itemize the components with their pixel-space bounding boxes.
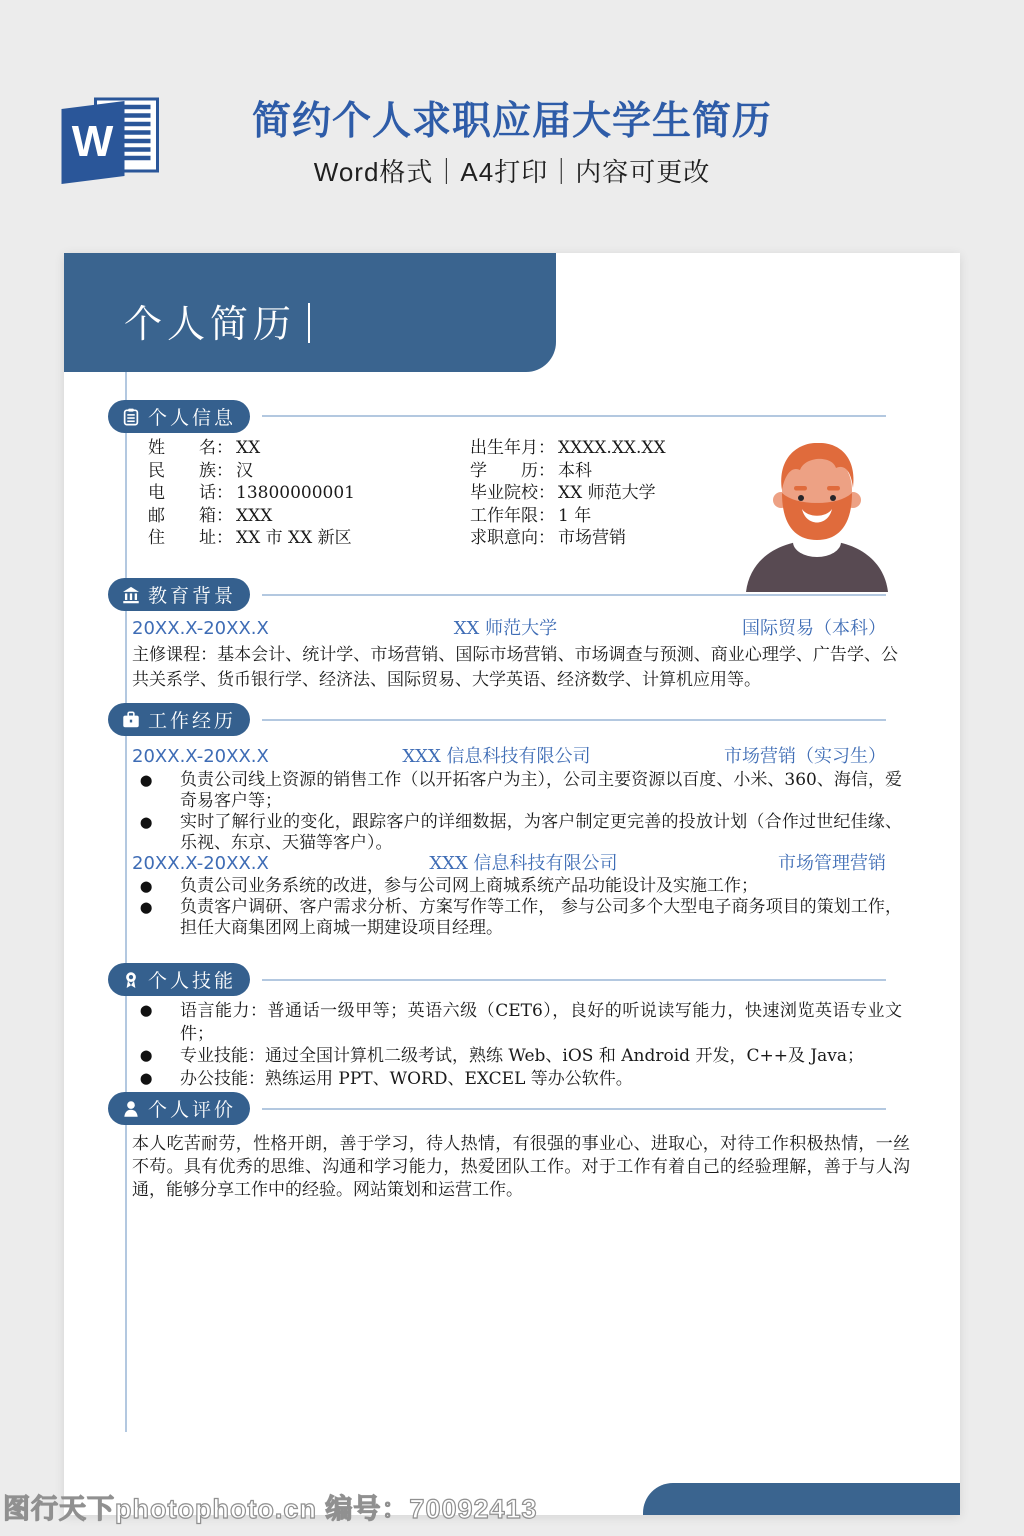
info-field <box>470 460 666 483</box>
text-cursor-bar <box>308 303 310 343</box>
resume-banner <box>64 253 556 372</box>
resume-banner-title <box>124 293 310 348</box>
bullet-dot-icon: ⬤ <box>140 1004 153 1017</box>
info-field-value: 1 年 <box>558 505 592 526</box>
info-field <box>470 505 666 528</box>
section-pill-education <box>108 578 250 611</box>
list-item <box>132 770 902 812</box>
info-field-label: 工作年限： <box>470 505 555 526</box>
work-bullet-list <box>132 770 902 854</box>
page-subtitle: Word格式｜A4打印｜内容可更改 <box>313 157 711 187</box>
info-field <box>148 460 355 483</box>
section-divider-line <box>262 415 886 417</box>
page-title: 简约个人求职应届大学生简历 <box>251 100 772 143</box>
bullet-dot-icon: ⬤ <box>140 816 153 829</box>
section-pill-skills <box>108 963 250 996</box>
bullet-dot-icon: ⬤ <box>140 1071 153 1085</box>
bullet-dot-icon: ⬤ <box>140 880 153 893</box>
work-role: 市场管理营销 <box>777 853 886 874</box>
info-field <box>148 482 355 505</box>
info-field-label: 求职意向： <box>470 528 555 548</box>
section-divider-line <box>262 594 886 596</box>
work-company: XXX 信息科技有限公司 <box>402 746 591 767</box>
info-field-value: XXXX.XX.XX <box>558 438 666 458</box>
bullet-text: 专业技能：通过全国计算机二级考试，熟练 Web、iOS 和 Android 开发，C++及 Java； <box>180 1046 865 1066</box>
info-field <box>470 527 666 550</box>
bullet-dot-icon: ⬤ <box>140 1049 153 1062</box>
education-school: XX 师范大学 <box>453 618 558 639</box>
section-divider-line <box>262 979 886 981</box>
resume-page <box>64 253 960 1515</box>
work-entry-header <box>132 742 886 768</box>
personal-info-right-column <box>470 437 666 550</box>
work-role: 市场营销（实习生） <box>723 746 886 767</box>
word-logo-letter: W <box>71 117 114 166</box>
info-field-value: 13800000001 <box>236 483 355 503</box>
bullet-dot-icon: ⬤ <box>140 774 153 787</box>
section-pill-evaluation <box>108 1092 250 1125</box>
list-item <box>132 1000 902 1045</box>
profile-avatar <box>742 436 892 592</box>
info-field-value: XX <box>236 438 261 458</box>
info-field-label: 毕业院校： <box>470 483 555 503</box>
banner-title-text: 个人简历 <box>124 304 297 346</box>
info-field-value: 汉 <box>236 460 253 481</box>
timeline-vertical-line <box>125 372 127 1432</box>
info-field-label: 邮 箱： <box>148 505 233 526</box>
medal-icon <box>122 971 140 989</box>
section-divider-line <box>262 719 886 721</box>
info-field-label: 出生年月： <box>470 438 555 458</box>
footer-accent-shape <box>643 1483 960 1515</box>
section-title: 教育背景 <box>147 586 236 607</box>
work-period: 20XX.X-20XX.X <box>132 853 269 874</box>
info-field <box>148 527 355 550</box>
section-divider-line <box>262 1108 886 1110</box>
info-field <box>470 482 666 505</box>
section-title: 个人技能 <box>147 971 236 992</box>
section-title: 个人评价 <box>147 1100 236 1121</box>
evaluation-text: 本人吃苦耐劳，性格开朗，善于学习，待人热情，有很强的事业心、进取心，对待工作积极热情，一丝不苟。具有优秀的思维、沟通和学习能力，热爱团队工作。对于工作有着自己的经验理解，善于与人沟通，能够分享工作中的经验。网站策划和运营工作。 <box>132 1134 910 1200</box>
bullet-text: 办公技能：熟练运用 PPT、WORD、EXCEL 等办公软件。 <box>180 1068 633 1089</box>
section-pill-work <box>108 703 250 736</box>
work-company: XXX 信息科技有限公司 <box>429 853 618 874</box>
info-field-value: 市场营销 <box>558 528 626 548</box>
list-item <box>132 1068 902 1091</box>
info-field <box>148 437 355 460</box>
clipboard-icon <box>122 408 140 426</box>
info-field-label: 学 历： <box>470 460 555 481</box>
info-field-label: 民 族： <box>148 460 233 481</box>
info-field-value: XXX <box>236 505 273 526</box>
info-field-value: XX 师范大学 <box>558 483 656 503</box>
bank-icon <box>122 586 140 604</box>
bullet-text: 负责客户调研、客户需求分析、方案写作等工作， 参与公司多个大型电子商务项目的策划工作，担任大商集团网上商城一期建设项目经理。 <box>180 897 902 938</box>
bullet-text: 实时了解行业的变化，跟踪客户的详细数据，为客户制定更完善的投放计划（合作过世纪佳缘、乐视、东京、天猫等客户）。 <box>180 812 902 853</box>
education-period: 20XX.X-20XX.X <box>132 618 269 639</box>
education-courses: 主修课程：基本会计、统计学、市场营销、国际市场营销、市场调查与预测、商业心理学、广告学、公共关系学、货币银行学、经济法、国际贸易、大学英语、经济数学、计算机应用等。 <box>132 645 898 690</box>
briefcase-icon <box>122 711 140 729</box>
bullet-text: 语言能力：普通话一级甲等；英语六级（CET6），良好的听说读写能力，快速浏览英语专业文件； <box>180 1001 902 1044</box>
education-major: 国际贸易（本科） <box>741 618 886 639</box>
info-field <box>148 505 355 528</box>
watermark-text: 图行天下photophoto.cn 编号：70092413 <box>3 1494 538 1524</box>
bullet-text: 负责公司业务系统的改进，参与公司网上商城系统产品功能设计及实施工作； <box>180 876 758 896</box>
info-field-label: 姓 名： <box>148 438 233 458</box>
info-field-value: XX 市 XX 新区 <box>236 528 352 548</box>
work-bullet-list <box>132 876 902 939</box>
education-entry-header <box>132 614 886 640</box>
section-title: 个人信息 <box>147 408 236 429</box>
list-item <box>132 812 902 854</box>
list-item <box>132 1045 902 1068</box>
work-period: 20XX.X-20XX.X <box>132 746 269 767</box>
list-item <box>132 897 902 939</box>
section-title: 工作经历 <box>147 711 236 732</box>
info-field-label: 电 话： <box>148 483 233 503</box>
work-entry-header <box>132 849 886 875</box>
info-field <box>470 437 666 460</box>
bullet-dot-icon: ⬤ <box>140 901 153 914</box>
personal-info-left-column <box>148 437 355 550</box>
skills-bullet-list <box>132 1000 902 1090</box>
person-icon <box>122 1100 140 1118</box>
male-avatar-illustration <box>742 436 892 592</box>
bullet-text: 负责公司线上资源的销售工作（以开拓客户为主），公司主要资源以百度、小米、360、海信，爱奇易客户等； <box>180 770 902 811</box>
section-pill-personal-info <box>108 400 250 433</box>
info-field-label: 住 址： <box>148 528 233 548</box>
info-field-value: 本科 <box>558 460 592 481</box>
list-item <box>132 876 902 897</box>
